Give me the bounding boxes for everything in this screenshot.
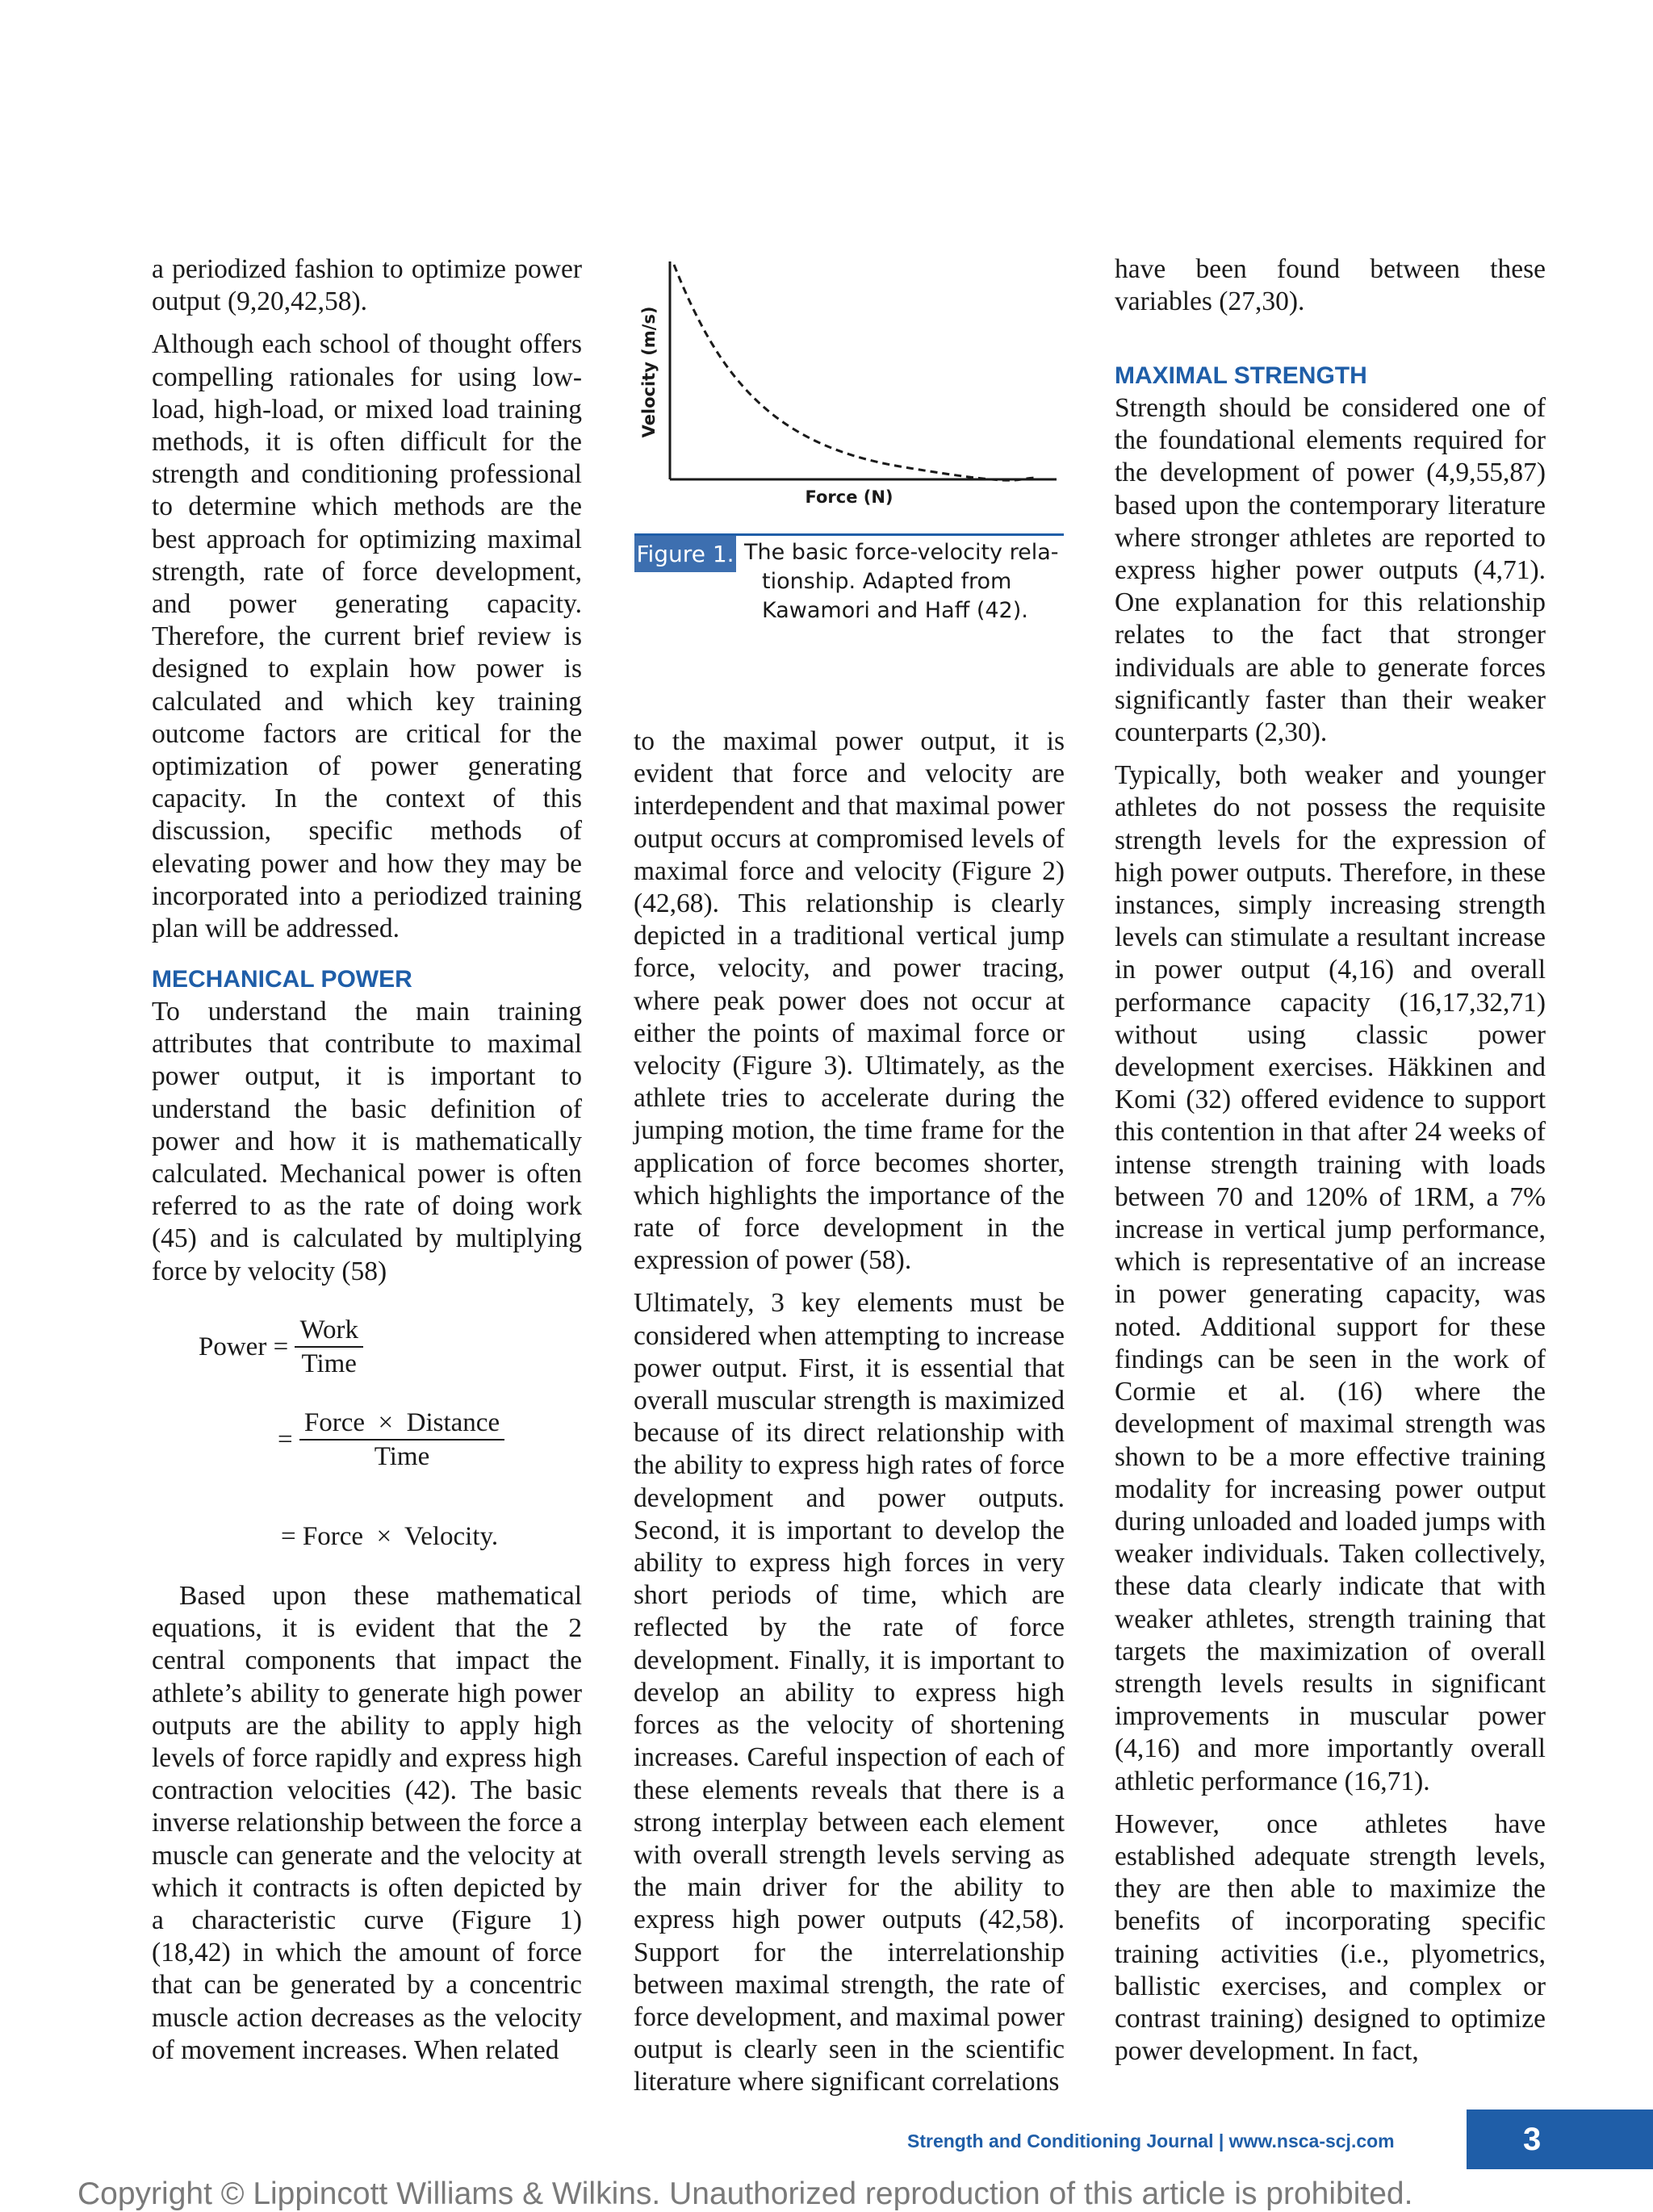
y-axis-label: Velocity (m/s) [639,306,659,438]
equation-force-2: Force [302,1522,364,1551]
page-number-box [1467,2110,1653,2169]
heading-maximal-strength: MAXIMAL STRENGTH [1115,362,1367,389]
caption-line-2: tionship. Adapted from [762,569,1012,594]
equation-power-label: Power [199,1332,267,1361]
equation-distance: Distance [406,1408,500,1437]
fraction-force-distance-time [299,1407,504,1473]
caption-text [744,538,1064,625]
x-axis-label: Force (N) [805,487,893,507]
paragraph-left-2: Although each school of thought offers compelling rationales for using low-load, high-load, or mixed load training methods, it is often difficult for the strength and conditioning professional to determine which methods are the best approach for optimizing maximal strength, rate of force development, and power generating capacity. Therefore, the current brief review is designed to explain how power is calculated and which key training outcome factors are critical for the optimization of power generating capacity. In the context of this discussion, specific methods of elevating power and how they may be incorporated into a periodized training plan will be addressed. [152,329,582,944]
caption-line-1: The basic force-velocity rela- [744,540,1059,565]
footer-journal-link[interactable]: Strength and Conditioning Journal | www.nsca-scj.com [907,2130,1395,2151]
equation-line-2 [278,1407,504,1473]
equation-times: × [378,1408,394,1437]
figure-tag: Figure 1. [634,536,736,572]
equation-equals-2: = [278,1425,293,1454]
copyright-notice: Copyright © Lippincott Williams & Wilkins. Unauthorized reproduction of this article is prohibited. [77,2176,1413,2211]
equation-velocity: Velocity. [404,1522,499,1551]
force-velocity-chart [634,255,1065,529]
fraction-denominator-time-2: Time [374,1442,430,1471]
equation-line-1 [199,1314,363,1380]
paragraph-mid-2: Ultimately, 3 key elements must be considered when attempting to increase power output. First, it is essential that overall muscular strength is maximized because of its direct relationship with the ability to express high rates of force development and power outputs. Second, it is important to develop the ability to express high forces in very short periods of time, which are reflected by the rate of force development. Finally, it is important to develop an ability to express high forces as the velocity of shortening increases. Careful inspection of each of these elements reveals that there is a strong interplay between each element with overall strength levels serving as the main driver for the ability to express high power outputs (42,58). Support for the interrelationship between maximal strength, the rate of force development, and maximal power output is clearly seen in the scientific literature where significant correlations [634,1288,1065,2097]
right-column-maximal [1115,392,1546,2078]
caption-line-3: Kawamori and Haff (42). [762,598,1028,623]
force-velocity-curve [674,265,1037,480]
fraction-numerator-force-distance [299,1407,504,1441]
left-column [152,253,582,955]
equation-line-3 [281,1520,498,1553]
fraction-denominator-time: Time [301,1349,357,1378]
equation-force: Force [303,1408,366,1437]
fraction-numerator-work: Work [295,1314,363,1348]
left-column-mechanical [152,996,582,1288]
paragraph-left-3: To understand the main training attributes that contribute to maximal power output, it is important to understand the basic definition of power and how it is mathematically calculated. Mechanical power is often referred to as the rate of doing work (45) and is calculated by multiplying force by velocity (58) [152,997,582,1286]
paragraph-right-3: Typically, both weaker and younger athletes do not possess the requisite strength levels for the expression of high power outputs. Therefore, in these instances, simply increasing strength levels can stimulate a resultant increase in power output (4,16) and overall performance capacity (16,17,32,71) without using classic power development exercises. Häkkinen and Komi (32) offered evidence to support this contention in that after 24 weeks of intense strength training with loads between 70 and 120% of 1RM, a 7% increase in vertical jump performance, which is representative of an increase in power generating capacity, was noted. Additional support for these findings can be seen in the work of Cormie et al. (16) where the development of maximal strength was shown to be a more effective training modality for increasing power output during unloaded and loaded jumps with weaker individuals. Taken collectively, these data clearly indicate that with weaker athletes, strength training that targets the maximization of overall strength levels results in significant improvements in muscular power (4,16) and more importantly overall athletic performance (16,71). [1115,760,1546,1796]
paragraph-right-4: However, once athletes have established adequate strength levels, they are then able to maximize the benefits of incorporating specific training activities (i.e., plyometrics, ballistic exercises, and complex or contrast training) designed to optimize power development. In fact, [1115,1808,1546,2067]
equation-equals-3: = [281,1522,296,1551]
equation-times-2: × [376,1522,392,1551]
right-column [1115,253,1546,328]
paragraph-right-1: have been found between these variables (27,30). [1115,254,1546,317]
page-number: 3 [1523,2122,1542,2157]
equation-equals: = [273,1332,289,1361]
paragraph-right-2: Strength should be considered one of the foundational elements required for the development of power (4,9,55,87) based upon the contemporary literature where stronger athletes are reported to express higher power outputs (4,71). One explanation for this relationship relates to the fact that stronger individuals are able to generate forces significantly faster than their weaker counterparts (2,30). [1115,393,1546,748]
middle-column [634,725,1065,2110]
fraction-work-time [295,1314,363,1380]
paragraph-mid-1: to the maximal power output, it is evident that force and velocity are interdependent and that maximal power output occurs at compromised levels of maximal force and velocity (Figure 2) (42,68). This relationship is clearly depicted in a traditional vertical jump force, velocity, and power tracing, where peak power does not occur at either the points of maximal force or velocity (Figure 3). Ultimately, as the athlete tries to accelerate during the jumping motion, the time frame for the application of force becomes shorter, which highlights the importance of the rate of force development in the expression of power (58). [634,726,1065,1276]
heading-mechanical-power: MECHANICAL POWER [152,966,412,993]
left-column-continued [152,1580,582,2067]
paragraph-left-4: Based upon these mathematical equations, it is evident that the 2 central components that impact the athlete’s ability to generate high power outputs are the ability to apply high levels of force rapidly and express high contraction velocities (42). The basic inverse relationship between the force a muscle can generate and the velocity at which it contracts is often depicted by a characteristic curve (Figure 1) (18,42) in which the amount of force that can be generated by a concentric muscle action decreases as the velocity of movement increases. When related [152,1581,582,2065]
paragraph-left-1: a periodized fashion to optimize power output (9,20,42,58). [152,254,582,317]
